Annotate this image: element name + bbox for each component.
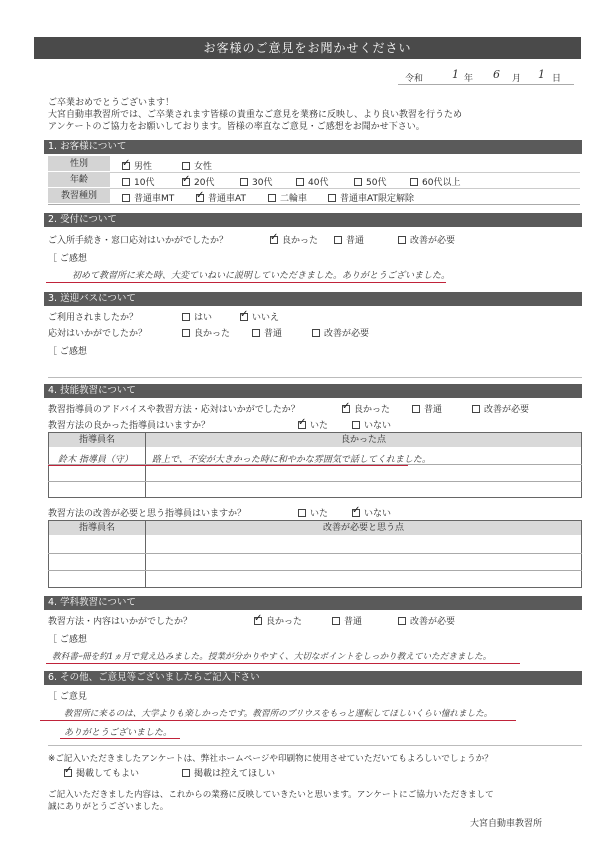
- lecture-good-option[interactable]: [254, 614, 302, 627]
- skills-improve-option[interactable]: [472, 402, 529, 415]
- checkbox-checked-icon[interactable]: [196, 194, 204, 202]
- bus-service-question: 応対はいかがでしたか？: [48, 329, 148, 339]
- other-comment-2[interactable]: ありがとうございました。: [64, 728, 173, 738]
- option-label: 男性: [134, 162, 153, 172]
- option-label: いいえ: [252, 313, 280, 323]
- option-label: 改善が必要: [484, 405, 530, 415]
- option-label: 普通: [344, 617, 363, 627]
- checkbox-checked-icon[interactable]: [298, 421, 306, 429]
- checkbox-icon[interactable]: [122, 178, 130, 186]
- checkbox-icon[interactable]: [182, 313, 190, 321]
- good-instructor-question: 教習方法の良かった指導員はいますか？: [48, 421, 211, 431]
- intro-line-2: 大宮自動車教習所では、ご卒業されます皆様の貴重なご意見を業務に反映し、より良い教習を行うため: [48, 110, 463, 120]
- date-month-unit: 月: [512, 74, 522, 84]
- checkbox-icon[interactable]: [334, 236, 342, 244]
- checkbox-icon[interactable]: [182, 769, 190, 777]
- checkbox-icon[interactable]: [296, 178, 304, 186]
- option-label: 掲載してもよい: [76, 769, 140, 779]
- improve-instructor-yes-option[interactable]: [298, 506, 328, 519]
- checkbox-icon[interactable]: [354, 178, 362, 186]
- checkbox-icon[interactable]: [182, 162, 190, 170]
- table2-header-point: 改善が必要と思う点: [146, 521, 581, 535]
- lecture-normal-option[interactable]: [332, 614, 362, 627]
- option-label: 良かった: [266, 617, 303, 627]
- table-divider: [145, 520, 146, 588]
- option-label: 二輪車: [280, 194, 308, 204]
- section-3-header: 3. 送迎バスについて: [44, 292, 582, 306]
- option-label: 普通: [424, 405, 443, 415]
- bus-use-yes-option[interactable]: [182, 310, 212, 323]
- reception-normal-option[interactable]: [334, 233, 364, 246]
- age-40s-option[interactable]: [296, 175, 328, 188]
- instructor-good-point[interactable]: 路上で、不安が大きかった時に和やかな雰囲気で話してくれました。: [152, 455, 431, 465]
- checkbox-icon[interactable]: [332, 617, 340, 625]
- red-underline: [40, 720, 516, 721]
- option-label: 掲載は控えてほしい: [194, 769, 276, 779]
- option-label: 良かった: [282, 236, 319, 246]
- intro-line-3: アンケートのご協力をお願いしております。皆様の率直なご意見・ご感想をお聞かせ下さい。: [48, 122, 425, 132]
- improve-instructor-no-option[interactable]: [352, 506, 391, 519]
- option-label: 普通車MT: [134, 194, 175, 204]
- gender-label: 性別: [48, 156, 110, 172]
- checkbox-checked-icon[interactable]: [254, 617, 262, 625]
- instructor-name[interactable]: 鈴木 指導員（守）: [58, 455, 133, 465]
- checkbox-checked-icon[interactable]: [182, 178, 190, 186]
- option-label: 女性: [194, 162, 213, 172]
- option-label: 普通車AT限定解除: [340, 194, 414, 204]
- option-label: いない: [364, 421, 392, 431]
- option-label: 60代以上: [422, 178, 461, 188]
- checkbox-icon[interactable]: [240, 178, 248, 186]
- bus-normal-option[interactable]: [252, 326, 282, 339]
- option-label: 30代: [252, 178, 273, 188]
- improve-instructor-question: 教習方法の改善が必要と思う指導員はいますか？: [48, 509, 247, 519]
- date-month: 6: [493, 68, 500, 81]
- option-label: 改善が必要: [324, 329, 370, 339]
- gender-male-option[interactable]: [122, 159, 152, 172]
- checkbox-icon[interactable]: [398, 617, 406, 625]
- other-comment-label: ［ ご意見: [48, 692, 87, 702]
- consent-yes-option[interactable]: [64, 766, 139, 779]
- option-label: 50代: [366, 178, 387, 188]
- skills-normal-option[interactable]: [412, 402, 442, 415]
- age-10s-option[interactable]: [122, 175, 154, 188]
- section-6-header: 6. その他、ご意見等ございましたらご記入下さい: [44, 671, 582, 685]
- reception-comment[interactable]: 初めて教習所に来た時、大変ていねいに説明していただきました。ありがとうございました。: [72, 271, 451, 281]
- other-comment-1[interactable]: 教習所に来るのは、大学よりも楽しかったです。教習所のプリウスをもっと運転してほしいくらい憧れました。: [64, 709, 493, 719]
- option-label: いた: [310, 509, 329, 519]
- checkbox-icon[interactable]: [182, 329, 190, 337]
- reception-question: ご入所手続き・窓口応対はいかがでしたか？: [48, 236, 229, 246]
- age-20s-option[interactable]: [182, 175, 214, 188]
- option-label: 40代: [308, 178, 329, 188]
- red-underline: [60, 738, 180, 739]
- checkbox-icon[interactable]: [412, 405, 420, 413]
- table-row: [48, 481, 582, 482]
- option-label: 良かった: [194, 329, 231, 339]
- checkbox-icon[interactable]: [410, 178, 418, 186]
- date-day: 1: [538, 68, 545, 81]
- bus-comment-label: ［ ご感想: [48, 347, 87, 357]
- course-at-limit-option[interactable]: [328, 191, 414, 204]
- age-50s-option[interactable]: [354, 175, 386, 188]
- table2-header-name: 指導員名: [49, 521, 145, 535]
- skills-good-option[interactable]: [342, 402, 390, 415]
- option-label: 普通車AT: [208, 194, 246, 204]
- table1-header-name: 指導員名: [49, 433, 145, 447]
- date-year: 1: [452, 68, 459, 81]
- course-at-option[interactable]: [196, 191, 246, 204]
- table-row: [48, 570, 582, 571]
- red-underline: [46, 663, 520, 664]
- checkbox-icon[interactable]: [328, 194, 336, 202]
- consent-no-option[interactable]: [182, 766, 275, 779]
- bus-improve-option[interactable]: [312, 326, 369, 339]
- checkbox-icon[interactable]: [268, 194, 276, 202]
- age-label: 年齢: [48, 172, 110, 188]
- page-title: お客様のご意見をお聞かせください: [34, 37, 581, 59]
- lecture-comment[interactable]: 教科書ｰ冊を約1ヵ月で覚え込みました。授業が分かりやすく、大切なポイントをしっかり教えていただきました。: [52, 652, 492, 662]
- bus-use-no-option[interactable]: [240, 310, 279, 323]
- row-divider: [110, 172, 580, 173]
- date-underline: [398, 84, 574, 85]
- checkbox-icon[interactable]: [472, 405, 480, 413]
- good-instructor-no-option[interactable]: [352, 418, 391, 431]
- option-label: 改善が必要: [410, 617, 456, 627]
- comment-line: [48, 377, 582, 378]
- option-label: 普通: [346, 236, 365, 246]
- skills-question: 教習指導員のアドバイスや教習方法・応対はいかがでしたか？: [48, 405, 300, 415]
- checkbox-icon[interactable]: [122, 194, 130, 202]
- checkbox-checked-icon[interactable]: [64, 769, 72, 777]
- reception-improve-option[interactable]: [398, 233, 455, 246]
- intro-line-1: ご卒業おめでとうございます！: [48, 98, 175, 108]
- lecture-question: 教習方法・内容はいかがでしたか？: [48, 617, 193, 627]
- bus-use-question: ご利用されましたか？: [48, 313, 139, 323]
- age-60s-option[interactable]: [410, 175, 460, 188]
- option-label: 10代: [134, 178, 155, 188]
- closing-line-2: 誠にありがとうございました。: [48, 802, 169, 812]
- reception-comment-label: ［ ご感想: [48, 254, 87, 264]
- checkbox-icon[interactable]: [298, 509, 306, 517]
- date-era: 令和: [405, 74, 424, 84]
- good-instructor-yes-option[interactable]: [298, 418, 328, 431]
- lecture-comment-label: ［ ご感想: [48, 635, 87, 645]
- checkbox-checked-icon[interactable]: [270, 236, 278, 244]
- age-30s-option[interactable]: [240, 175, 272, 188]
- reception-good-option[interactable]: [270, 233, 318, 246]
- checkbox-icon[interactable]: [252, 329, 260, 337]
- checkbox-checked-icon[interactable]: [342, 405, 350, 413]
- checkbox-checked-icon[interactable]: [122, 162, 130, 170]
- option-label: 改善が必要: [410, 236, 456, 246]
- comment-line: [48, 745, 582, 746]
- row-divider: [48, 204, 580, 205]
- bus-good-option[interactable]: [182, 326, 230, 339]
- option-label: いない: [364, 509, 392, 519]
- table-row: [48, 553, 582, 554]
- closing-line-1: ご記入いただきました内容は、これからの業務に反映していきたいと思います。アンケートにご協力いただきまして: [48, 790, 494, 800]
- checkbox-checked-icon[interactable]: [352, 509, 360, 517]
- red-underline: [48, 465, 408, 466]
- option-label: いた: [310, 421, 329, 431]
- section-4-header: 4. 技能教習について: [44, 384, 582, 398]
- lecture-improve-option[interactable]: [398, 614, 455, 627]
- course-mt-option[interactable]: [122, 191, 174, 204]
- checkbox-checked-icon[interactable]: [240, 313, 248, 321]
- red-underline: [46, 282, 446, 283]
- gender-female-option[interactable]: [182, 159, 212, 172]
- section-2-header: 2. 受付について: [44, 213, 582, 227]
- row-divider: [110, 188, 580, 189]
- option-label: 良かった: [354, 405, 391, 415]
- consent-question: ※ご記入いただきましたアンケートは、弊社ホームページや印刷物に使用させていただいてもよろしいでしょうか？: [48, 754, 493, 764]
- organization-name: 大宮自動車教習所: [470, 819, 543, 829]
- option-label: はい: [194, 313, 213, 323]
- option-label: 普通: [264, 329, 283, 339]
- checkbox-icon[interactable]: [398, 236, 406, 244]
- section-1-header: 1. お客様について: [44, 140, 582, 154]
- checkbox-icon[interactable]: [312, 329, 320, 337]
- course-motorcycle-option[interactable]: [268, 191, 307, 204]
- course-label: 教習種別: [48, 188, 110, 204]
- date-day-unit: 日: [552, 74, 562, 84]
- checkbox-icon[interactable]: [352, 421, 360, 429]
- option-label: 20代: [194, 178, 215, 188]
- table1-header-point: 良かった点: [146, 433, 581, 447]
- section-5-header: 4. 学科教習について: [44, 596, 582, 610]
- date-year-unit: 年: [464, 74, 474, 84]
